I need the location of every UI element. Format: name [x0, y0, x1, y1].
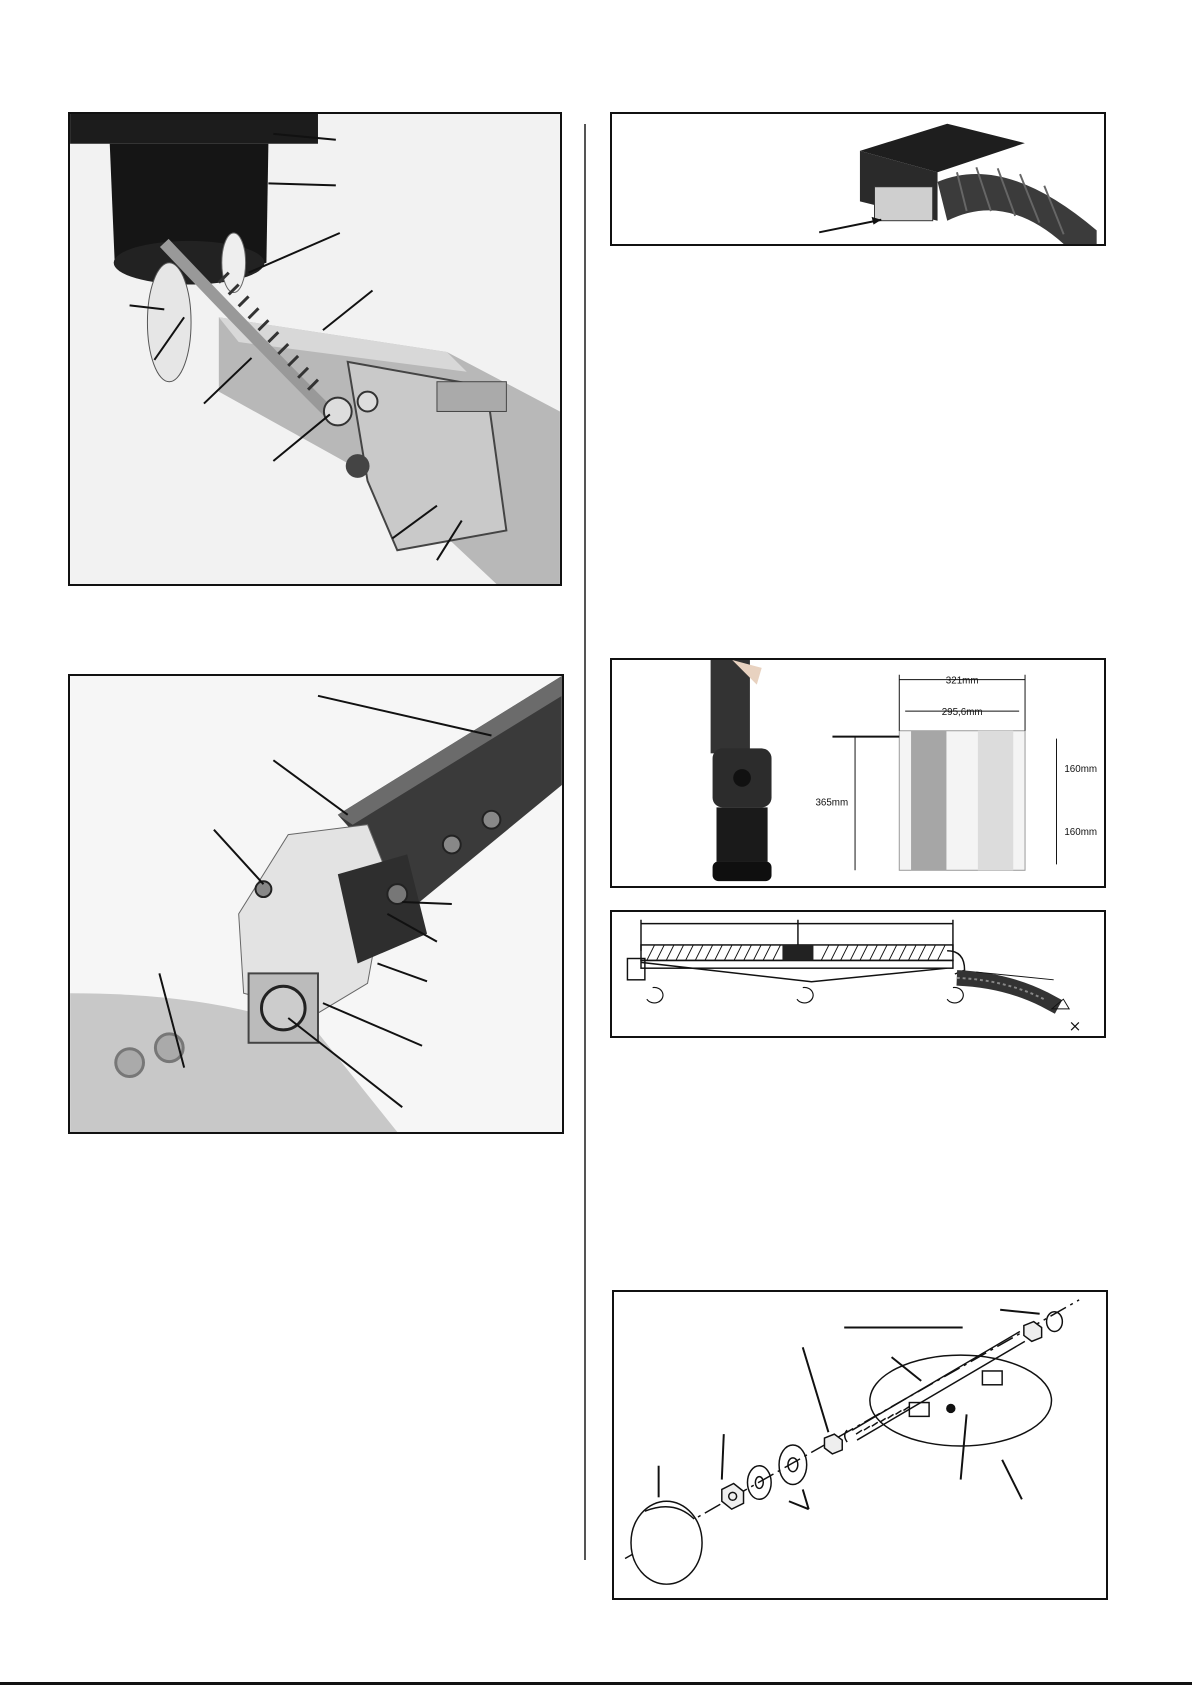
figure-mounting-template [610, 658, 1106, 888]
dim-inner-width: 295,6mm [941, 707, 983, 719]
figure-hose-arm-diagram [610, 910, 1106, 1038]
dim-lower-spacing: 160mm [1064, 826, 1098, 838]
hose-mount-illustration [612, 114, 1104, 244]
column-divider [584, 124, 586, 1560]
hinge-illustration [70, 676, 562, 1132]
exploded-illustration [614, 1292, 1106, 1598]
spring-arm-illustration [70, 114, 560, 584]
figure-exploded-hardware [612, 1290, 1108, 1600]
dim-upper-spacing: 160mm [1064, 764, 1098, 776]
figure-hose-mount-photo [610, 112, 1106, 246]
hose-arm-illustration [612, 912, 1104, 1036]
figure-spring-arm-photo [68, 112, 562, 586]
figure-hood-hinge-photo [68, 674, 564, 1134]
template-illustration [612, 660, 1104, 886]
dim-outer-width: 321mm [945, 675, 979, 687]
dim-height: 365mm [815, 797, 849, 809]
